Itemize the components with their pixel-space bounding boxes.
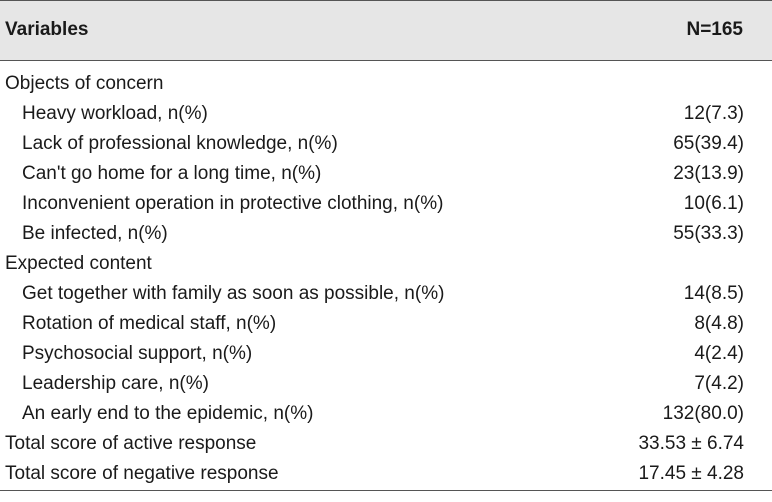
row-value: 33.53 ± 6.74 bbox=[638, 433, 744, 454]
row-value: 55(33.3) bbox=[673, 223, 744, 244]
header-n: N=165 bbox=[686, 19, 743, 40]
row-value: 12(7.3) bbox=[683, 103, 744, 124]
row-label: Heavy workload, n(%) bbox=[22, 103, 208, 124]
row-value: 7(4.2) bbox=[694, 373, 744, 394]
row-value: 17.45 ± 4.28 bbox=[638, 463, 744, 484]
row-value: 10(6.1) bbox=[683, 193, 744, 214]
table-row bbox=[0, 460, 772, 490]
row-label: An early end to the epidemic, n(%) bbox=[22, 403, 314, 424]
row-value: 8(4.8) bbox=[694, 313, 744, 334]
row-label: Psychosocial support, n(%) bbox=[22, 343, 253, 364]
row-label: Total score of negative response bbox=[5, 463, 279, 484]
row-label: Can't go home for a long time, n(%) bbox=[22, 163, 322, 184]
row-label: Inconvenient operation in protective clothing, n(%) bbox=[22, 193, 444, 214]
table-row bbox=[0, 70, 772, 100]
table-header bbox=[0, 1, 772, 60]
row-label: Lack of professional knowledge, n(%) bbox=[22, 133, 338, 154]
row-value: 23(13.9) bbox=[673, 163, 744, 184]
table-row bbox=[0, 310, 772, 340]
row-value: 132(80.0) bbox=[662, 403, 744, 424]
table-row bbox=[0, 340, 772, 370]
row-value: 4(2.4) bbox=[694, 343, 744, 364]
table-row bbox=[0, 100, 772, 130]
header-variables: Variables bbox=[5, 19, 89, 40]
table-header-rule bbox=[0, 60, 772, 61]
table-row bbox=[0, 250, 772, 280]
table-row bbox=[0, 160, 772, 190]
row-label: Total score of active response bbox=[5, 433, 257, 454]
row-value: 65(39.4) bbox=[673, 133, 744, 154]
row-label: Objects of concern bbox=[5, 73, 164, 94]
row-label: Be infected, n(%) bbox=[22, 223, 168, 244]
row-label: Get together with family as soon as possible, n(%) bbox=[22, 283, 445, 304]
table-row bbox=[0, 370, 772, 400]
table-row bbox=[0, 130, 772, 160]
table-row bbox=[0, 190, 772, 220]
table-row bbox=[0, 280, 772, 310]
table-row bbox=[0, 400, 772, 430]
row-label: Leadership care, n(%) bbox=[22, 373, 209, 394]
table-bottom-rule bbox=[0, 490, 772, 491]
row-label: Rotation of medical staff, n(%) bbox=[22, 313, 277, 334]
row-label: Expected content bbox=[5, 253, 152, 274]
row-value: 14(8.5) bbox=[683, 283, 744, 304]
table-row bbox=[0, 430, 772, 460]
table-row bbox=[0, 220, 772, 250]
